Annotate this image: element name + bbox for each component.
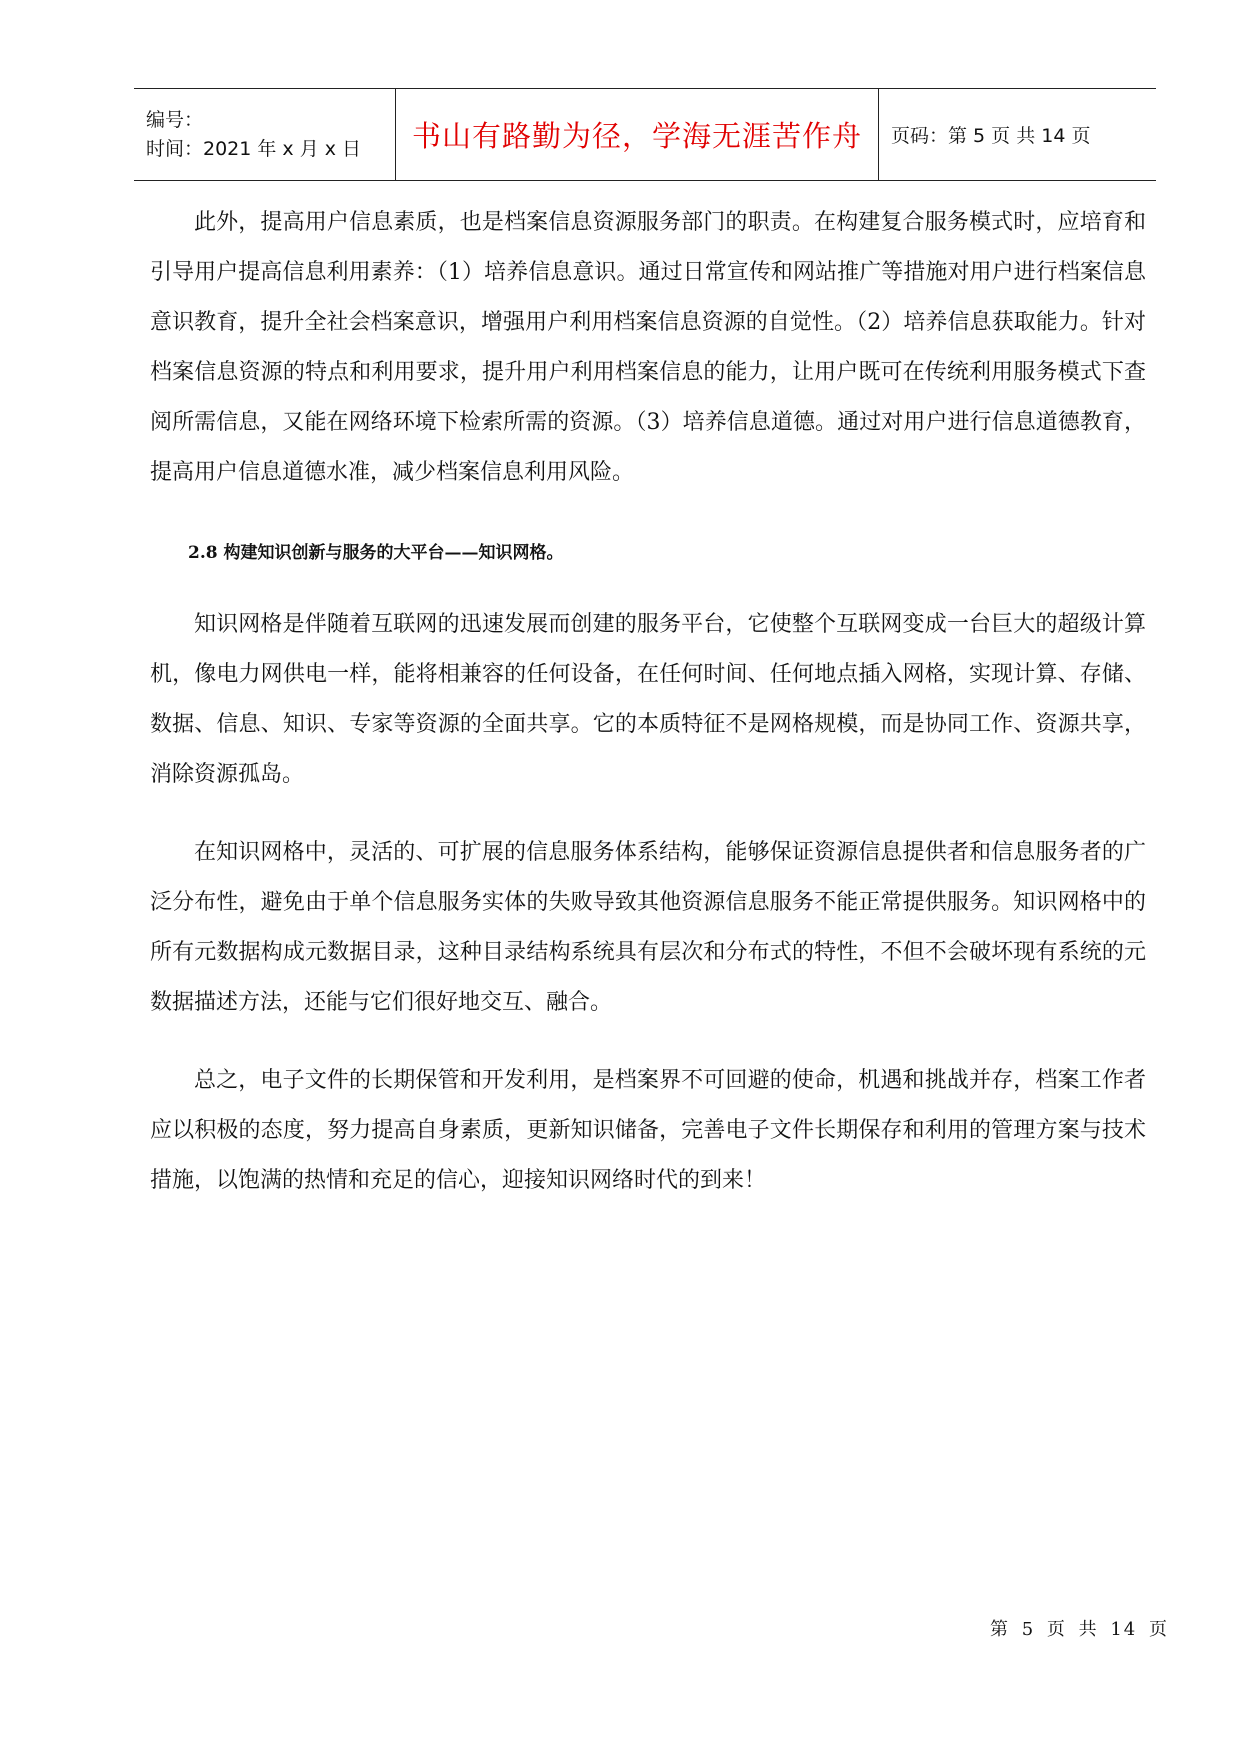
header-meta — [134, 89, 395, 180]
paragraph-knowledge-grid: 知识网格是伴随着互联网的迅速发展而创建的服务平台，它使整个互联网变成一台巨大的超级计算机，像电力网供电一样，能将相兼容的任何设备，在任何时间、任何地点插入网格，实现计算、存储、数据、信息、知识、专家等资源的全面共享。它的本质特征不是网格规模，而是协同工作、资源共享，消除资源孤岛。 — [150, 612, 1146, 787]
document-time-label: 时间：2021 年 x 月 x 日 — [146, 137, 362, 160]
document-number-label: 编号： — [146, 108, 204, 131]
header-motto — [395, 89, 879, 180]
page-footer-number: 第 5 页 共 14 页 — [990, 1619, 1169, 1640]
paragraph-service-architecture: 在知识网格中，灵活的、可扩展的信息服务体系结构，能够保证资源信息提供者和信息服务者的广泛分布性，避免由于单个信息服务实体的失败导致其他资源信息服务不能正常提供服务。知识网格中的所有元数据构成元数据目录，这种目录结构系统具有层次和分布式的特性，不但不会破坏现有系统的元数据描述方法，还能与它们很好地交互、融合。 — [150, 840, 1146, 1015]
paragraph-conclusion: 总之，电子文件的长期保管和开发利用，是档案界不可回避的使命，机遇和挑战并存，档案工作者应以积极的态度，努力提高自身素质，更新知识储备，完善电子文件长期保存和利用的管理方案与技术措施，以饱满的热情和充足的信心，迎接知识网络时代的到来！ — [150, 1068, 1146, 1193]
section-heading: 2.8 构建知识创新与服务的大平台——知识网格。 — [188, 543, 564, 563]
document-body — [150, 198, 1146, 1206]
header-page-info — [879, 89, 1156, 180]
motto-text: 书山有路勤为径，学海无涯苦作舟 — [411, 119, 862, 153]
paragraph-user-literacy: 此外，提高用户信息素质，也是档案信息资源服务部门的职责。在构建复合服务模式时，应培育和引导用户提高信息利用素养：（1）培养信息意识。通过日常宣传和网站推广等措施对用户进行档案信息意识教育，提升全社会档案意识，增强用户利用档案信息资源的自觉性。（2）培养信息获取能力。针对档案信息资源的特点和利用要求，提升用户利用档案信息的能力，让用户既可在传统利用服务模式下查阅所需信息，又能在网络环境下检索所需的资源。（3）培养信息道德。通过对用户进行信息道德教育，提高用户信息道德水准，减少档案信息利用风险。 — [150, 210, 1146, 485]
page-header — [134, 88, 1156, 181]
header-page-label: 页码：第 5 页 共 14 页 — [891, 125, 1091, 147]
